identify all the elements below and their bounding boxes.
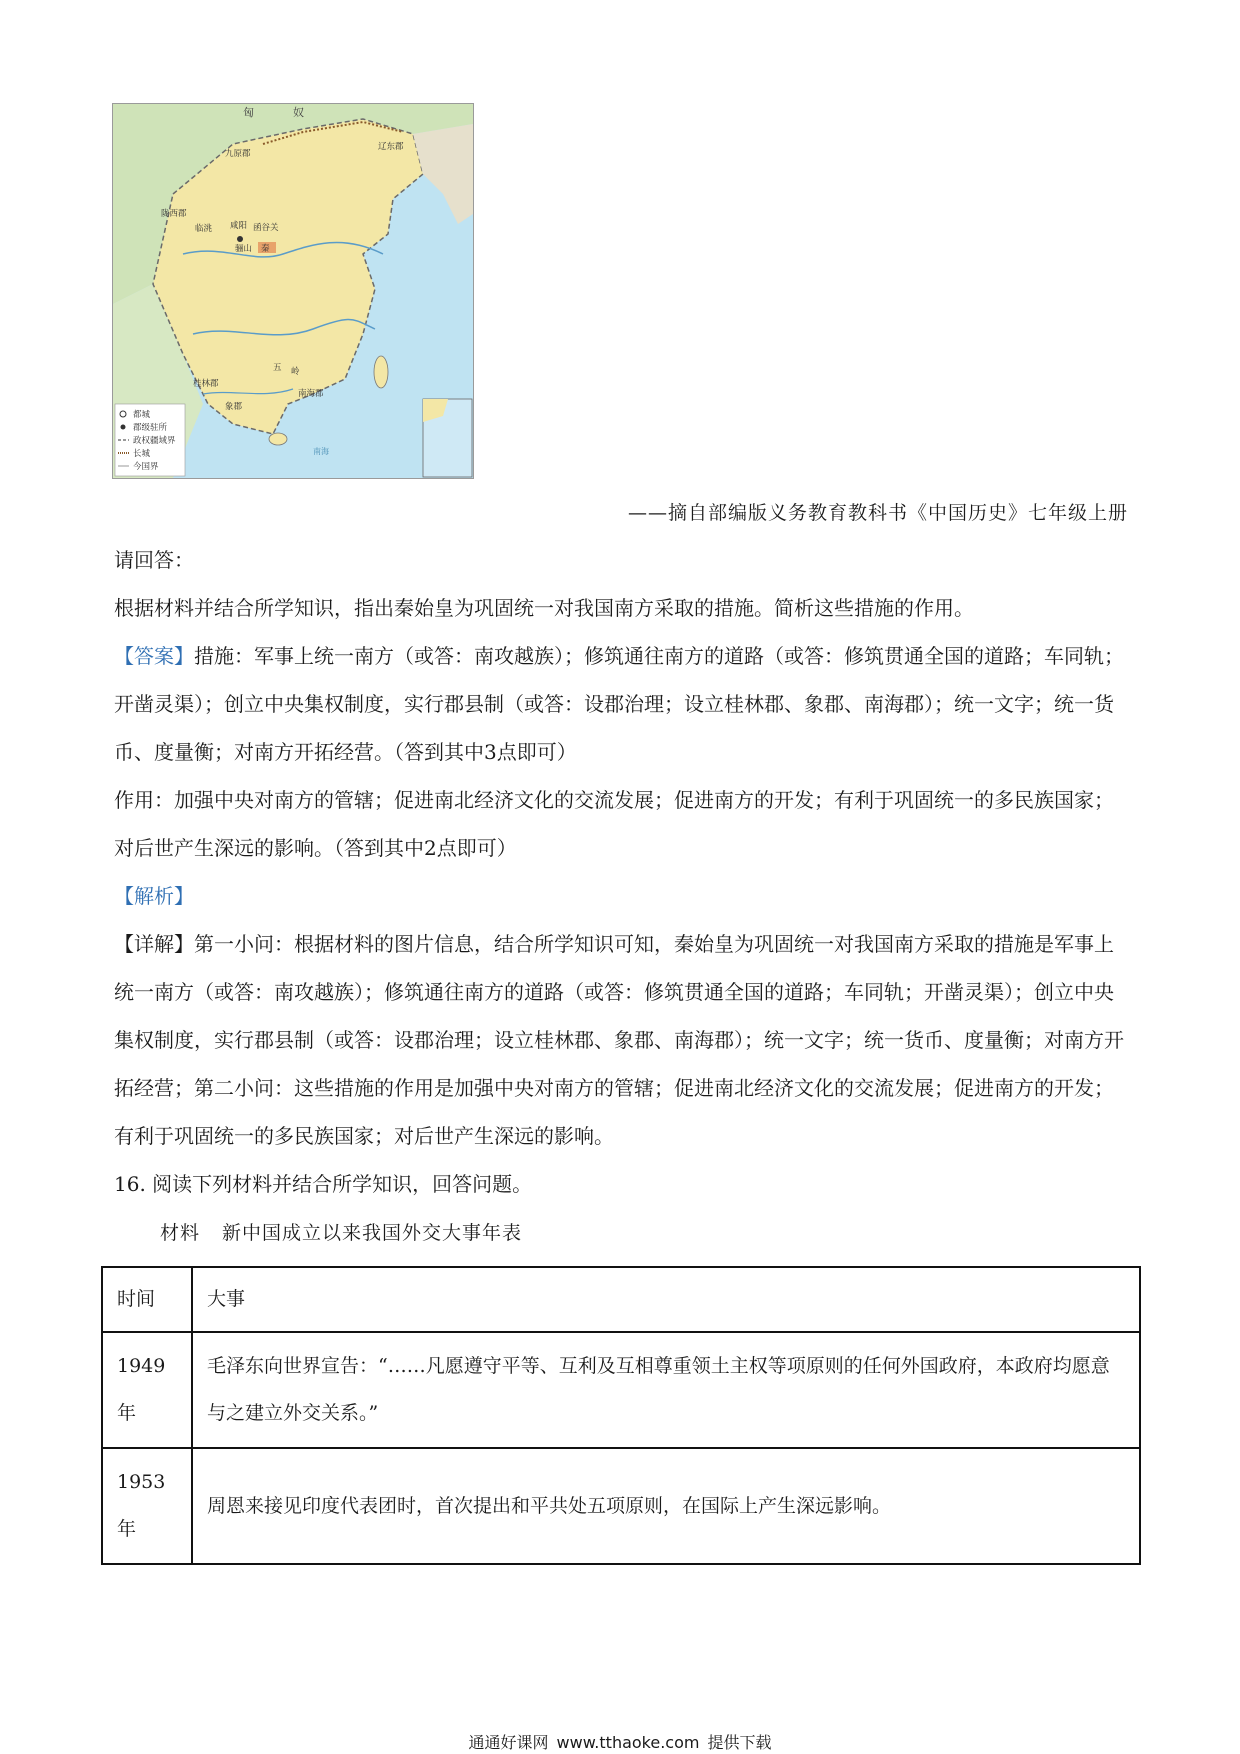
row-year-suffix: 年 xyxy=(117,1402,137,1424)
map-label-xianyang: 咸阳 xyxy=(230,221,248,231)
map-legend-item: 都城 xyxy=(133,410,151,420)
footer-note: 提供下载 xyxy=(707,1733,772,1752)
table-header-row xyxy=(102,1267,1140,1332)
answer-tag: 【答案】 xyxy=(114,644,194,668)
map-capital-marker xyxy=(237,236,243,242)
row-event: 毛泽东向世界宣告：“……凡愿遵守平等、互利及互相尊重领土主权等项原则的任何外国政府，本政府均愿意与之建立外交关系。” xyxy=(192,1332,1140,1448)
answer-text: 措施：军事上统一南方（或答：南攻越族）；修筑通往南方的道路（或答：修筑贯通全国的道路；车同轨；开凿灵渠）；创立中央集权制度，实行郡县制（或答：设郡治理；设立桂林郡、象郡、南海郡）；统一文字；统一货币、度量衡；对南方开拓经营。（答到其中3点即可） xyxy=(114,644,1124,764)
map-label-longxi: 陇西郡 xyxy=(161,209,187,219)
detail-tag: 【详解】 xyxy=(114,932,194,956)
map-legend-item: 长城 xyxy=(133,449,151,459)
effect-paragraph: 作用：加强中央对南方的管辖；促进南北经济文化的交流发展；促进南方的开发；有利于巩固统一的多民族国家；对后世产生深远的影响。（答到其中2点即可） xyxy=(114,788,1114,860)
table-row xyxy=(102,1448,1140,1564)
map-legend-item: 政权疆域界 xyxy=(133,436,176,446)
prompt-text: 请回答： xyxy=(114,548,194,572)
map-label-lintao: 临洮 xyxy=(195,224,213,234)
map-label-guilin: 桂林郡 xyxy=(193,379,219,389)
qin-territory-map xyxy=(112,103,474,479)
row-year: 1953 xyxy=(117,1471,166,1493)
map-label-xiang: 象郡 xyxy=(225,402,243,412)
map-label-ling: 岭 xyxy=(291,367,300,377)
map-label-liaodong: 辽东郡 xyxy=(378,142,404,152)
header-time: 时间 xyxy=(102,1267,192,1332)
analysis-tag xyxy=(114,872,1130,920)
map-svg xyxy=(113,104,473,478)
material-name: 新中国成立以来我国外交大事年表 xyxy=(222,1222,523,1244)
question-16: 16. 阅读下列材料并结合所学知识，回答问题。 xyxy=(114,1172,533,1196)
figure-source: ——摘自部编版义务教育教科书《中国历史》七年级上册 xyxy=(627,502,1128,524)
map-label-nanhai-sea: 南海 xyxy=(313,447,329,456)
detail-paragraph xyxy=(114,920,1130,1160)
map-label-nu: 奴 xyxy=(293,106,304,119)
row-year-suffix: 年 xyxy=(117,1518,137,1540)
map-label-lishan: 骊山 xyxy=(235,244,253,254)
row-year-cell xyxy=(102,1448,192,1564)
question-text: 根据材料并结合所学知识，指出秦始皇为巩固统一对我国南方采取的措施。简析这些措施的作用。 xyxy=(114,596,974,620)
map-hainan xyxy=(269,433,287,445)
analysis-tag-label: 【解析】 xyxy=(114,884,194,908)
map-legend-item: 今国界 xyxy=(133,462,159,472)
map-legend-seat-symbol xyxy=(121,425,126,430)
map-legend-item: 郡级驻所 xyxy=(133,423,168,433)
table-row xyxy=(102,1332,1140,1448)
map-label-qin: 秦 xyxy=(261,244,270,254)
map-label-hangu: 函谷关 xyxy=(253,223,279,233)
row-year-cell xyxy=(102,1332,192,1448)
row-year: 1949 xyxy=(117,1355,166,1377)
material-label: 材料 xyxy=(160,1222,201,1244)
footer-site-name: 通通好课网 xyxy=(468,1733,549,1752)
detail-text: 第一小问：根据材料的图片信息，结合所学知识可知，秦始皇为巩固统一对我国南方采取的措施是军事上统一南方（或答：南攻越族）；修筑通往南方的道路（或答：修筑贯通全国的道路；车同轨；开凿灵渠）；创立中央集权制度，实行郡县制（或答：设郡治理；设立桂林郡、象郡、南海郡）；统一文字；统一货币、度量衡；对南方开拓经营；第二小问：这些措施的作用是加强中央对南方的管辖；促进南北经济文化的交流发展；促进南方的开发；有利于巩固统一的多民族国家；对后世产生深远的影响。 xyxy=(114,932,1124,1148)
map-label-jiuyuan: 九原郡 xyxy=(225,149,251,159)
row-event: 周恩来接见印度代表团时，首次提出和平共处五项原则，在国际上产生深远影响。 xyxy=(192,1448,1140,1564)
material-title xyxy=(160,1218,522,1245)
map-label-wu: 五 xyxy=(273,363,282,373)
header-event: 大事 xyxy=(192,1267,1140,1332)
answer-paragraph xyxy=(114,632,1130,776)
map-label-xiong: 匈 xyxy=(243,106,254,119)
diplomacy-events-table xyxy=(101,1266,1141,1565)
page-footer xyxy=(0,1730,1240,1753)
map-taiwan xyxy=(374,356,388,388)
map-label-nanhai-jun: 南海郡 xyxy=(298,389,324,399)
footer-url[interactable]: www.tthaoke.com xyxy=(556,1733,700,1752)
